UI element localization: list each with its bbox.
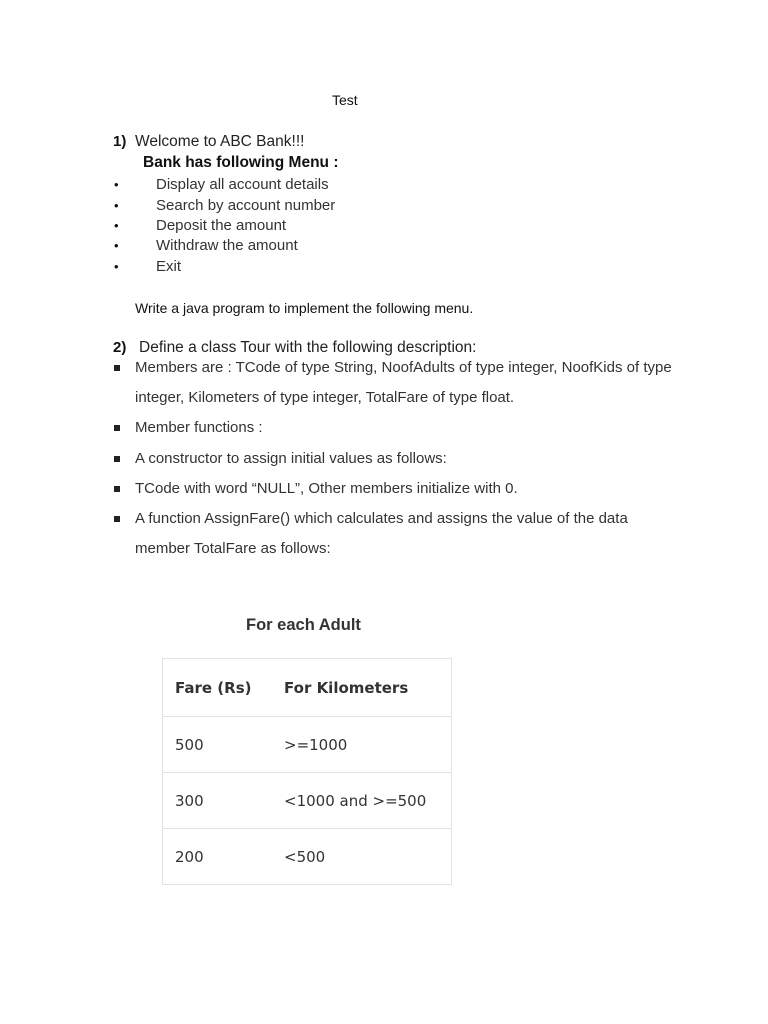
document-title: Test <box>332 92 358 108</box>
point-text: Members are : TCode of type String, NoofAdults of type integer, NoofKids of type <box>135 359 672 376</box>
bullet-icon: • <box>114 198 119 213</box>
square-bullet-icon <box>114 516 120 522</box>
table-cell: 300 <box>175 791 204 810</box>
bullet-icon: • <box>114 218 119 233</box>
table-cell: <500 <box>284 847 326 866</box>
menu-item: Display all account details <box>156 176 329 193</box>
question-1-number: 1) <box>113 133 127 150</box>
point-text: Member functions : <box>135 419 263 436</box>
bullet-icon: • <box>114 259 119 274</box>
column-header: For Kilometers <box>284 678 409 697</box>
fare-table <box>162 658 452 885</box>
square-bullet-icon <box>114 486 120 492</box>
column-header: Fare (Rs) <box>175 678 252 697</box>
table-row <box>163 772 451 828</box>
point-text: A function AssignFare() which calculates and assigns the value of the data <box>135 510 628 527</box>
point-text-continued: integer, Kilometers of type integer, TotalFare of type float. <box>135 389 515 406</box>
bullet-icon: • <box>114 177 119 192</box>
table-cell: 200 <box>175 847 204 866</box>
menu-item: Exit <box>156 258 182 275</box>
table-cell: <1000 and >=500 <box>284 791 427 810</box>
square-bullet-icon <box>114 425 120 431</box>
table-header-row <box>163 659 451 716</box>
question-2-number: 2) <box>113 339 127 356</box>
table-row <box>163 828 451 884</box>
point-text-continued: member TotalFare as follows: <box>135 540 331 557</box>
point-text: A constructor to assign initial values as follows: <box>135 450 447 467</box>
menu-item: Deposit the amount <box>156 217 287 234</box>
menu-item: Search by account number <box>156 197 336 214</box>
square-bullet-icon <box>114 365 120 371</box>
square-bullet-icon <box>114 456 120 462</box>
table-caption: For each Adult <box>246 616 361 634</box>
table-cell: >=1000 <box>284 735 348 754</box>
bullet-icon: • <box>114 238 119 253</box>
table-row <box>163 716 451 772</box>
question-1-text: Welcome to ABC Bank!!! <box>135 133 305 150</box>
menu-subheading: Bank has following Menu : <box>143 154 339 171</box>
question-2-text: Define a class Tour with the following description: <box>139 339 477 356</box>
table-cell: 500 <box>175 735 204 754</box>
menu-item: Withdraw the amount <box>156 237 298 254</box>
question-1-instruction: Write a java program to implement the following menu. <box>135 300 474 316</box>
point-text: TCode with word “NULL”, Other members initialize with 0. <box>135 480 518 497</box>
